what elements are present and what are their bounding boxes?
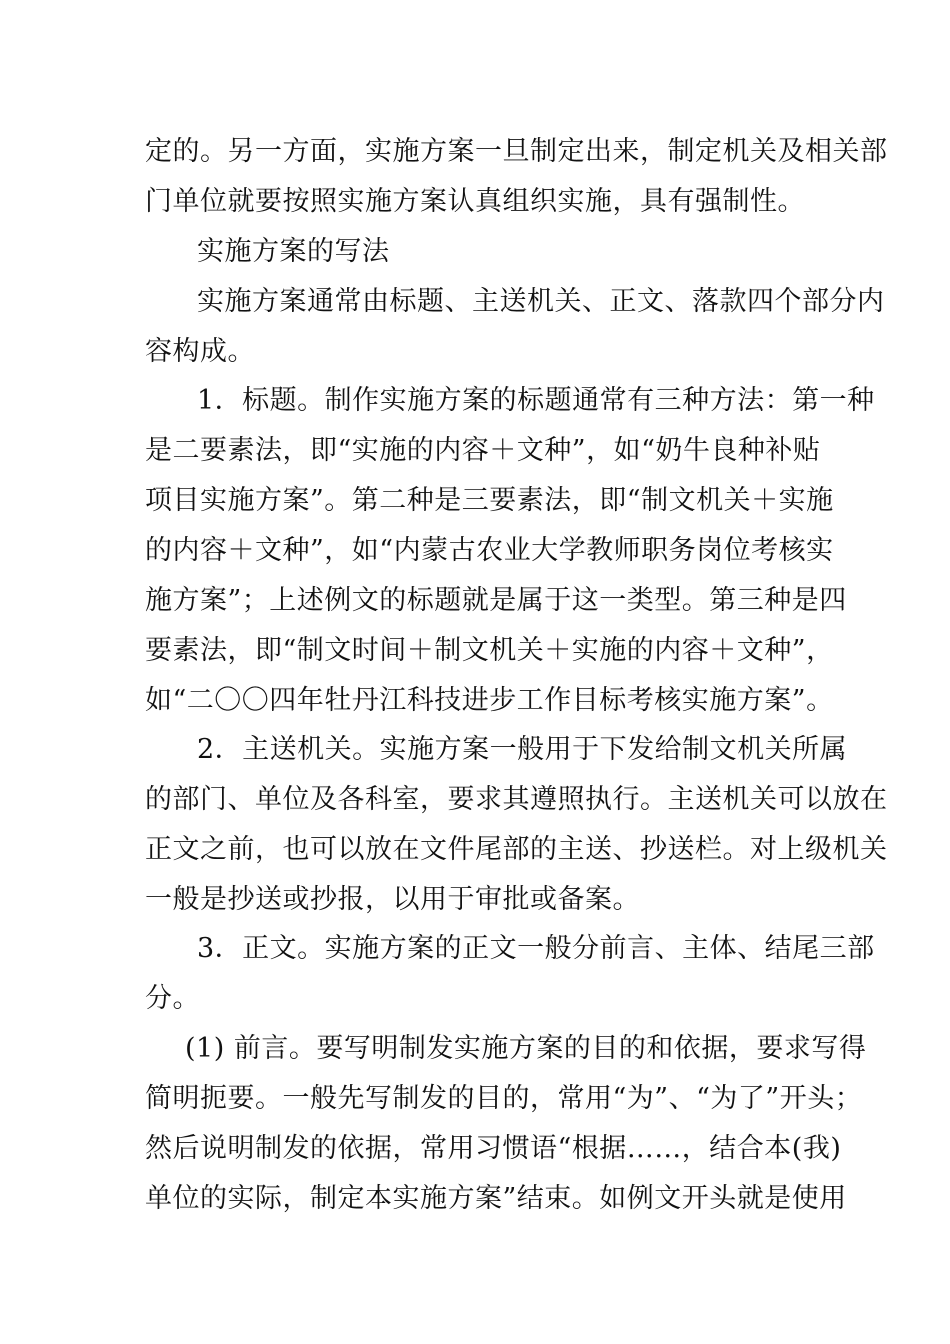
- text-line: 实施方案通常由标题、主送机关、正文、落款四个部分内: [197, 286, 885, 317]
- text-line: 单位的实际，制定本实施方案”结束。如例文开头就是使用: [145, 1183, 847, 1214]
- text-line: 定的。另一方面，实施方案一旦制定出来，制定机关及相关部: [145, 136, 888, 167]
- text-line: 正文之前，也可以放在文件尾部的主送、抄送栏。对上级机关: [145, 834, 888, 865]
- text-line: 然后说明制发的依据，常用习惯语“根据……，结合本(我): [145, 1133, 842, 1164]
- text-line: 是二要素法，即“实施的内容＋文种”，如“奶牛良种补贴: [145, 435, 821, 466]
- text-line: 要素法，即“制文时间＋制文机关＋实施的内容＋文种”，: [145, 635, 834, 666]
- text-line: 项目实施方案”。第二种是三要素法，即“制文机关＋实施: [145, 485, 834, 516]
- text-line: 容构成。: [145, 336, 255, 367]
- text-line: 简明扼要。一般先写制发的目的，常用“为”、“为了”开头；: [145, 1083, 863, 1114]
- text-line: 分。: [145, 983, 200, 1014]
- text-line: 如“二〇〇四年牡丹江科技进步工作目标考核实施方案”。: [145, 685, 834, 716]
- text-line: (1) 前言。要写明制发实施方案的目的和依据，要求写得: [185, 1033, 867, 1064]
- text-line: 的内容＋文种”，如“内蒙古农业大学教师职务岗位考核实: [145, 535, 834, 566]
- section-heading: 实施方案的写法: [197, 236, 390, 267]
- text-line: 3．正文。实施方案的正文一般分前言、主体、结尾三部: [197, 933, 875, 964]
- text-line: 施方案”；上述例文的标题就是属于这一类型。第三种是四: [145, 585, 847, 616]
- text-line: 的部门、单位及各科室，要求其遵照执行。主送机关可以放在: [145, 784, 888, 815]
- text-line: 门单位就要按照实施方案认真组织实施，具有强制性。: [145, 186, 805, 217]
- text-line: 1．标题。制作实施方案的标题通常有三种方法：第一种: [197, 385, 875, 416]
- text-line: 一般是抄送或抄报，以用于审批或备案。: [145, 884, 640, 915]
- text-line: 2．主送机关。实施方案一般用于下发给制文机关所属: [197, 734, 848, 765]
